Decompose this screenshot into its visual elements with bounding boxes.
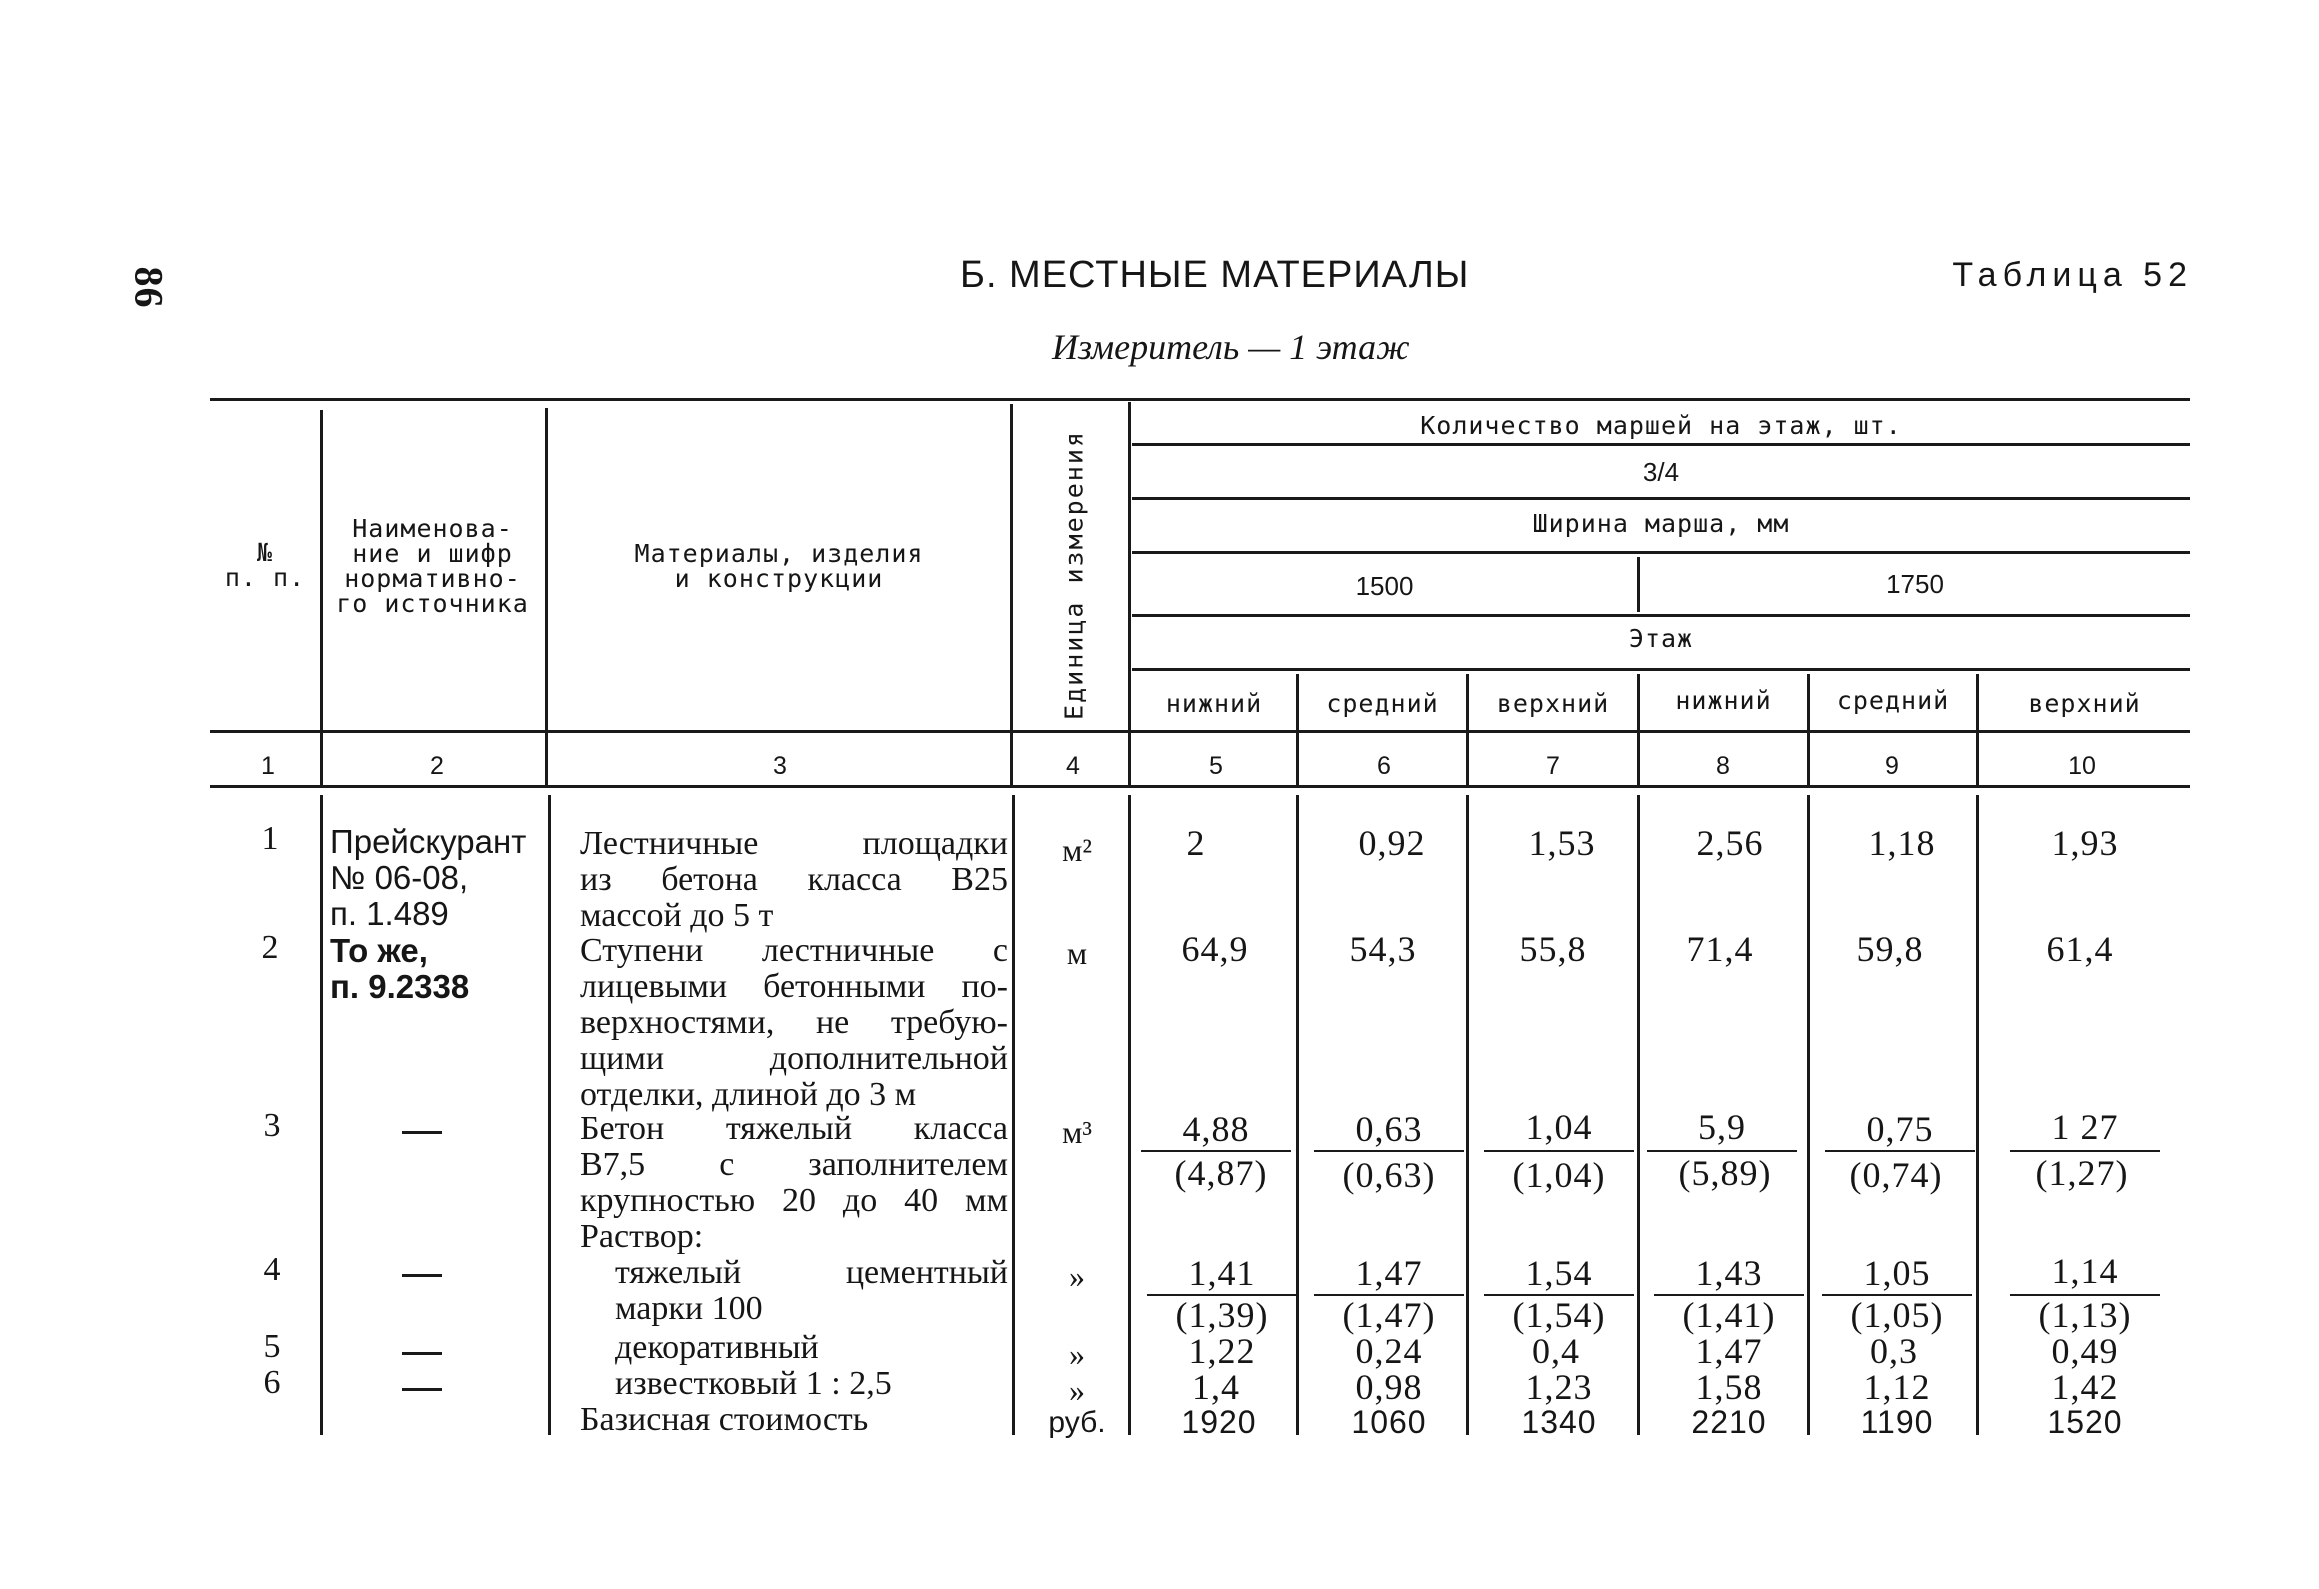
row-value-col10: 1 27: [2051, 1107, 2119, 1147]
row-value-col7: 1,04: [1525, 1107, 1593, 1147]
header-floor-middle-1500: средний: [1326, 689, 1439, 718]
row-number: 2: [261, 929, 279, 966]
column-number-3: 3: [773, 752, 787, 780]
fraction-bar: [1314, 1150, 1464, 1152]
row-value-col5: 64,9: [1181, 929, 1249, 969]
row-material-line: В7,5 с заполнителем: [580, 1146, 1008, 1183]
row-unit: м: [1066, 935, 1088, 971]
row-value-col8: 1,47: [1695, 1331, 1763, 1371]
row-value-col10: 1520: [2047, 1404, 2123, 1440]
header-col2-line4: го источника: [336, 589, 529, 618]
rule-width-values: [1132, 614, 2190, 617]
row-material-line: верхностями, не требую-: [580, 1004, 1008, 1041]
row-alt-value-col8: (5,89): [1678, 1153, 1772, 1193]
rule-width-title: [1132, 551, 2190, 554]
row-source: [330, 824, 526, 932]
body-vline-4: [1128, 795, 1131, 1435]
row-unit: руб.: [1048, 1406, 1106, 1439]
row-source-dash: [402, 1274, 442, 1277]
row-value-col9: 1,18: [1868, 823, 1936, 863]
row-alt-value-col6: (0,63): [1342, 1155, 1436, 1195]
row-alt-value-col6: (1,47): [1342, 1295, 1436, 1335]
row-unit: м²: [1062, 832, 1092, 868]
row-value-col10: 1,93: [2051, 823, 2119, 863]
row-value-col9: 0,3: [1870, 1331, 1918, 1371]
row-source-dash: [402, 1131, 442, 1134]
row-material: [580, 826, 1008, 934]
row-value-col7: 1,53: [1528, 823, 1596, 863]
row-material-line: из бетона класса В25: [580, 861, 1008, 898]
header-col3-line2: и конструкции: [674, 564, 884, 593]
row-value-col5: 1,4: [1192, 1367, 1240, 1407]
row-material-line: Лестничные площадки: [580, 825, 1008, 862]
row-source-dash: [402, 1352, 442, 1355]
row-alt-value-col7: (1,54): [1512, 1295, 1606, 1335]
row-material: [615, 1255, 1008, 1327]
header-col4-unit: Единица измерения: [1059, 430, 1089, 720]
column-number-2: 2: [430, 752, 444, 780]
row-number: 6: [263, 1364, 281, 1401]
row-value-col10: 61,4: [2046, 929, 2114, 969]
row-material-line: лицевыми бетонными по-: [580, 968, 1008, 1005]
column-number-7: 7: [1546, 752, 1560, 780]
row-unit: »: [1069, 1258, 1085, 1294]
row-source: [330, 933, 469, 1005]
row-source-line: № 06-08,: [330, 859, 469, 896]
row-value-col5: 4,88: [1182, 1109, 1250, 1149]
row-material: декоративный: [615, 1329, 819, 1366]
header-group-title: Количество маршей на этаж, шт.: [1420, 411, 1902, 440]
header-col1-line2: п. п.: [224, 563, 306, 592]
body-vline-3: [1012, 795, 1015, 1435]
row-value-col5: 2: [1186, 823, 1206, 863]
row-source-line: То же,: [330, 932, 428, 969]
row-number: 3: [263, 1107, 281, 1144]
row-value-col8: 2210: [1691, 1404, 1767, 1440]
row-material-line: Бетон тяжелый класса: [580, 1110, 1008, 1147]
row-alt-value-col7: (1,04): [1512, 1155, 1606, 1195]
row-value-col7: 1,23: [1525, 1367, 1593, 1407]
header-col2-line1: Наименова-: [352, 514, 513, 543]
row-value-col5: 1920: [1181, 1404, 1257, 1440]
column-number-5: 5: [1209, 752, 1223, 780]
row-material: [580, 933, 1008, 1113]
row-alt-value-col5: (4,87): [1174, 1153, 1268, 1193]
row-alt-value-col10: (1,27): [2035, 1153, 2129, 1193]
row-material-line: крупностью 20 до 40 мм: [580, 1182, 1008, 1219]
row-value-col10: 0,49: [2051, 1331, 2119, 1371]
page-number: 86: [126, 266, 172, 309]
header-width-title: Ширина марша, мм: [1532, 509, 1790, 538]
body-vline-2: [548, 795, 551, 1435]
header-floor-title: Этаж: [1628, 624, 1694, 653]
row-value-col8: 2,56: [1696, 823, 1764, 863]
row-value-col7: 55,8: [1519, 929, 1587, 969]
rule-top: [210, 398, 2190, 401]
row-source-line: Прейскурант: [330, 823, 527, 860]
header-floor-upper-1500: верхний: [1496, 689, 1610, 718]
row-value-col8: 1,43: [1695, 1253, 1763, 1293]
measure-unit-caption: Измеритель — 1 этаж: [1052, 327, 1410, 367]
row-material-line: отделки, длиной до 3 м: [580, 1076, 917, 1113]
vline-2: [545, 408, 548, 785]
row-value-col6: 0,98: [1355, 1367, 1423, 1407]
row-material-line: марки 100: [615, 1290, 763, 1327]
row-alt-value-col9: (1,05): [1850, 1295, 1944, 1335]
rule-floor-title: [1132, 668, 2190, 671]
row-value-col7: 0,4: [1532, 1331, 1580, 1371]
fraction-bar: [1825, 1150, 1975, 1152]
row-number: 1: [261, 820, 279, 857]
row-number: 4: [263, 1251, 281, 1288]
section-title: Б. МЕСТНЫЕ МАТЕРИАЛЫ: [960, 254, 1470, 296]
row-value-col10: 1,14: [2051, 1251, 2119, 1291]
row-number: 5: [263, 1328, 281, 1365]
row-value-col6: 0,24: [1355, 1331, 1423, 1371]
header-col2-line3: нормативно-: [344, 564, 521, 593]
vline-4: [1128, 402, 1131, 785]
header-col1: [210, 540, 320, 590]
row-value-col7: 1340: [1521, 1404, 1597, 1440]
header-col2: [320, 516, 545, 616]
row-value-col9: 1,05: [1863, 1253, 1931, 1293]
header-floor-lower-1500: нижний: [1165, 689, 1263, 718]
row-value-col9: 1190: [1860, 1404, 1934, 1440]
header-group-count: 3/4: [1642, 457, 1680, 487]
column-number-1: 1: [261, 752, 275, 780]
rule-column-numbers: [210, 785, 2190, 788]
column-number-6: 6: [1377, 752, 1391, 780]
header-col3-line1: Материалы, изделия: [634, 539, 924, 568]
row-value-col8: 1,58: [1695, 1367, 1763, 1407]
row-material: [580, 1111, 1008, 1219]
column-number-10: 10: [2068, 752, 2096, 780]
header-floor-upper-1750: верхний: [2028, 689, 2141, 718]
row-unit: м³: [1062, 1114, 1092, 1150]
row-material-line: щими дополнительной: [580, 1040, 1008, 1077]
row-material: известковый 1 : 2,5: [615, 1365, 892, 1402]
row-value-col9: 0,75: [1866, 1109, 1934, 1149]
header-width-1750: 1750: [1886, 569, 1944, 599]
column-number-9: 9: [1885, 752, 1899, 780]
mortar-group-label: Раствор:: [580, 1218, 704, 1255]
row-unit: »: [1069, 1372, 1085, 1408]
row-value-col6: 1,47: [1355, 1253, 1423, 1293]
row-value-col7: 1,54: [1525, 1253, 1593, 1293]
base-cost-label: Базисная стоимость: [580, 1401, 869, 1438]
row-source-line: п. 1.489: [330, 895, 449, 932]
rule-header-bottom: [210, 730, 2190, 733]
row-unit: »: [1069, 1336, 1085, 1372]
row-value-col10: 1,42: [2051, 1367, 2119, 1407]
header-col2-line2: ние и шифр: [352, 539, 513, 568]
row-value-col9: 1,12: [1863, 1367, 1931, 1407]
row-value-col6: 54,3: [1349, 929, 1417, 969]
header-col1-line1: №: [256, 538, 274, 567]
row-source-line: п. 9.2338: [330, 968, 470, 1005]
row-value-col9: 59,8: [1856, 929, 1924, 969]
row-material-line: массой до 5 т: [580, 897, 774, 934]
column-number-8: 8: [1716, 752, 1730, 780]
body-vline-1: [320, 795, 323, 1435]
row-value-col5: 1,41: [1188, 1253, 1256, 1293]
row-value-col5: 1,22: [1188, 1331, 1256, 1371]
rule-group-count: [1132, 497, 2190, 500]
header-floor-middle-1750: средний: [1836, 686, 1950, 715]
row-value-col6: 1060: [1351, 1404, 1427, 1440]
vline-3: [1010, 404, 1013, 785]
row-value-col6: 0,92: [1358, 823, 1426, 863]
header-col3: [548, 541, 1010, 591]
row-value-col8: 71,4: [1686, 929, 1754, 969]
table-label: Таблица 52: [1952, 256, 2193, 294]
row-material-line: тяжелый цементный: [615, 1254, 1008, 1291]
row-source-dash: [402, 1388, 442, 1391]
row-material-line: Ступени лестничные с: [580, 932, 1008, 969]
fraction-bar: [1484, 1150, 1634, 1152]
column-number-4: 4: [1066, 752, 1080, 780]
row-value-col6: 0,63: [1355, 1109, 1423, 1149]
header-floor-lower-1750: нижний: [1675, 686, 1772, 715]
header-width-1500: 1500: [1355, 571, 1414, 601]
row-alt-value-col5: (1,39): [1175, 1295, 1269, 1335]
row-alt-value-col10: (1,13): [2038, 1295, 2132, 1335]
row-value-col8: 5,9: [1698, 1107, 1746, 1147]
rule-group-title: [1132, 443, 2190, 446]
row-alt-value-col8: (1,41): [1682, 1295, 1776, 1335]
row-alt-value-col9: (0,74): [1849, 1155, 1943, 1195]
